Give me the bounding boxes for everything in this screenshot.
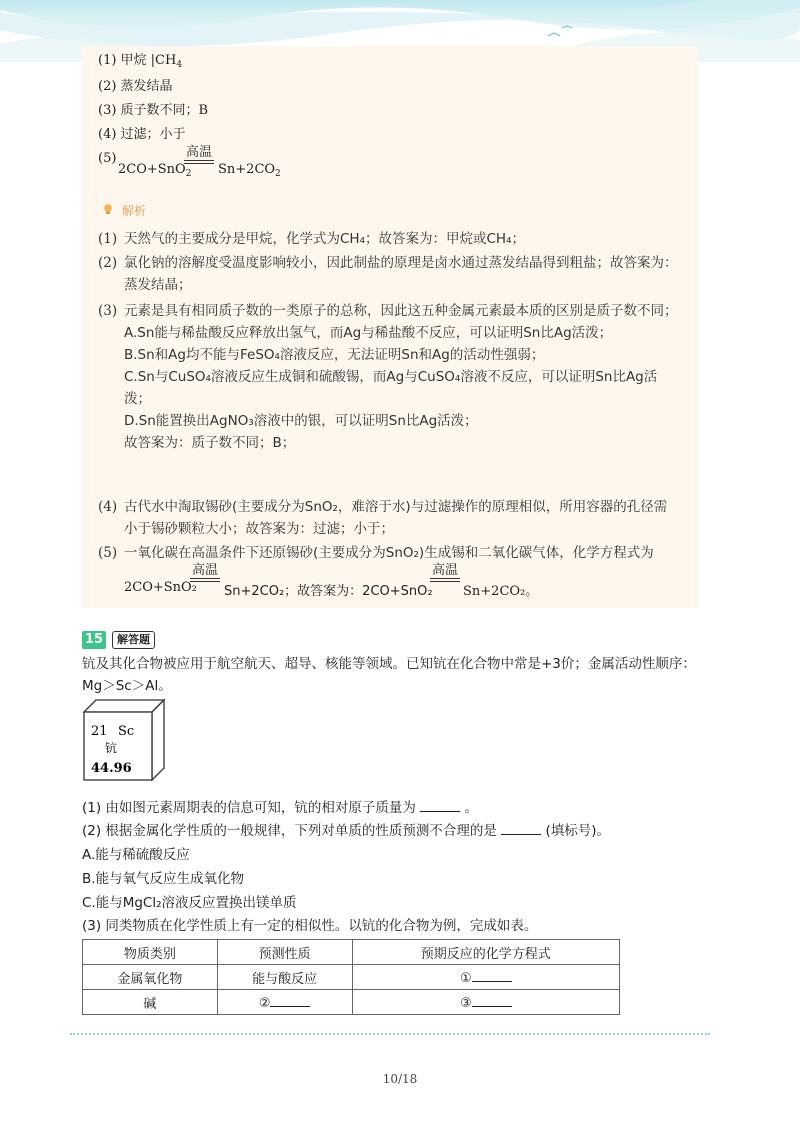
question-1: (1) 由如图元素周期表的信息可知，钪的相对原子质量为 。: [82, 800, 479, 816]
lightbulb-icon: [103, 204, 113, 215]
element-symbol: Sc: [118, 724, 135, 739]
analysis-item-5: (5) 一氧化碳在高温条件下还原锡砂(主要成分为SnO₂)生成锡和二氧化碳气体，化学方程式为: [98, 545, 654, 561]
analysis-eq-end: Sn+2CO₂。: [463, 584, 539, 599]
table-cell: 金属氧化物: [83, 965, 218, 990]
analysis-eq-condition-2: 高温: [430, 564, 460, 582]
answer-4: (4) 过滤；小于: [98, 127, 186, 142]
answer-blank-table-2[interactable]: [270, 994, 310, 1007]
answer-blank-2[interactable]: [501, 822, 541, 835]
option-a: A.能与稀硫酸反应: [82, 847, 190, 863]
analysis-item-3: (3) 元素是具有相同质子数的一类原子的总称，因此这五种金属元素最本质的区别是质子数不同； A.Sn能与稀盐酸反应释放出氢气，而Ag与稀盐酸不反应，可以证明Sn比Ag活泼； B.Sn和Ag均不能与FeSO₄溶液反应，无法证明Sn和Ag的活动性强弱； C.Sn与CuSO₄溶液反应生成铜和硫酸锡，而Ag与CuSO₄溶液不反应，可以证明Sn比Ag活泼； D.Sn能置换出AgNO₃溶液中的银，可以证明Sn比Ag活泼； 故答案为：质子数不同；B；: [98, 303, 678, 451]
question-3: (3) 同类物质在化学性质上有一定的相似性。以钪的化合物为例，完成如表。: [82, 918, 538, 934]
element-card: [82, 698, 166, 782]
property-table: [82, 939, 620, 1015]
analysis-eq-mid: Sn+2CO₂；故答案为：2CO+SnO₂: [224, 584, 433, 599]
table-cell: ②: [217, 990, 352, 1015]
table-header-row: [83, 940, 620, 965]
element-mass: 44.96: [91, 761, 132, 776]
analysis-item-1: (1) 天然气的主要成分是甲烷，化学式为CH₄；故答案为：甲烷或CH₄；: [98, 231, 525, 247]
question-number-badge: 15: [82, 631, 106, 649]
element-number: 21: [91, 724, 108, 739]
page-number: 10/18: [382, 1072, 418, 1086]
analysis-heading: 解析: [122, 204, 147, 218]
answer-5-number: (5): [98, 151, 117, 166]
option-c: C.能与MgCl₂溶液反应置换出镁单质: [82, 895, 297, 911]
answer-1: (1) 甲烷 $|CH_4$: [98, 53, 183, 70]
analysis-eq-lhs: 2CO+SnO₂: [124, 580, 197, 595]
table-row: [83, 990, 620, 1015]
question-intro: 钪及其化合物被应用于航空航天、超导、核能等领域。已知钪在化合物中常是+3价；金属活动性顺序：Mg＞Sc＞Al。: [82, 656, 696, 694]
table-cell: ①: [352, 965, 619, 990]
answer-2: (2) 蒸发结晶: [98, 79, 173, 94]
table-header: 预测性质: [217, 940, 352, 965]
answer-blank-1[interactable]: [420, 799, 460, 812]
element-name: 钪: [105, 741, 118, 755]
analysis-item-2: (2) 氯化钠的溶解度受温度影响较小，因此制盐的原理是卤水通过蒸发结晶得到粗盐；故答案为：蒸发结晶；: [98, 255, 678, 293]
question-type-label: 解答题: [112, 631, 155, 649]
analysis-eq-condition-1: 高温: [190, 564, 220, 582]
table-cell: 能与酸反应: [217, 965, 352, 990]
table-header: 物质类别: [83, 940, 218, 965]
table-header: 预期反应的化学方程式: [352, 940, 619, 965]
equation-lhs: 2CO+SnO$_2$: [118, 162, 192, 179]
analysis-item-4: (4) 古代水中淘取锡砂(主要成分为SnO₂，难溶于水)与过滤操作的原理相似，所用容器的孔径需小于锡砂颗粒大小；故答案为：过滤；小于；: [98, 499, 668, 537]
option-b: B.能与氧气反应生成氧化物: [82, 871, 245, 887]
table-cell: 碱: [83, 990, 218, 1015]
table-cell: ③: [352, 990, 619, 1015]
answer-blank-table-3[interactable]: [472, 994, 512, 1007]
answer-3: (3) 质子数不同；B: [98, 103, 209, 118]
equation-rhs: $Sn+2CO_2$: [218, 162, 281, 179]
table-row: [83, 965, 620, 990]
page-divider: [70, 1033, 710, 1035]
equation-condition: 高温: [184, 146, 214, 164]
question-2: (2) 根据金属化学性质的一般规律，下列对单质的性质预测不合理的是 (填标号)。: [82, 823, 611, 839]
answer-blank-table-1[interactable]: [472, 969, 512, 982]
